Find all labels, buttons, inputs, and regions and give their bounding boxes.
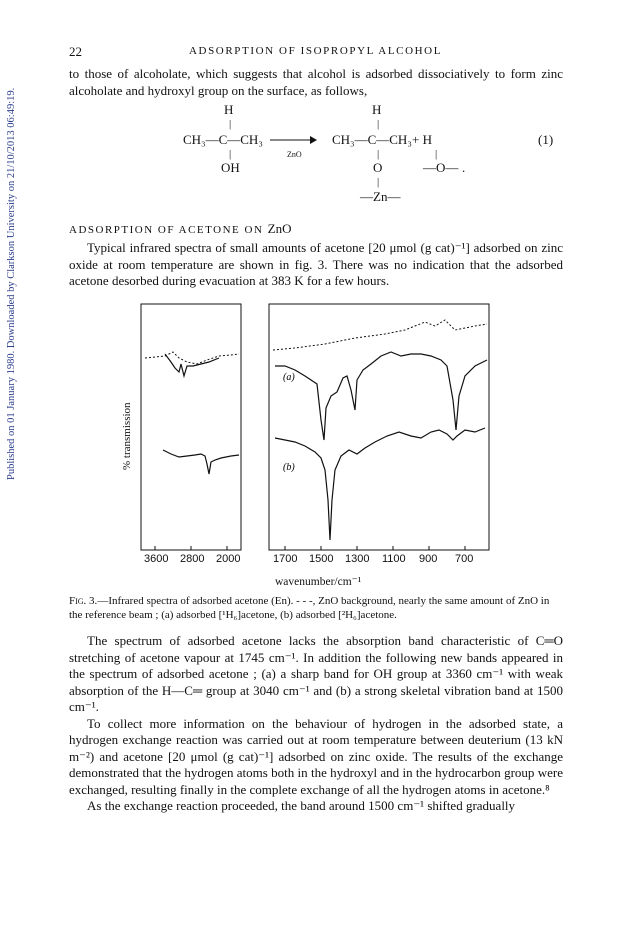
figure-caption [69,594,563,622]
eq-bond: | [377,148,380,160]
tick-label: 1700 [273,553,298,565]
tick-label: 1300 [345,553,370,565]
body-text [69,633,563,815]
eq-right-chain: CH₃—C—CH₃ [332,132,412,147]
right-curve-b [275,428,485,540]
right-background-curve [273,320,487,350]
y-axis-label: % transmission [121,402,133,470]
left-curve-b [163,450,239,474]
caption-text: —Infrared spectra of adsorbed acetone (En). - - -, ZnO background, nearly the same amount of ZnO in the reference beam ; (a) adsorbed [¹H₆]acetone, (b) adsorbed [²H₆]acetone. [69,595,550,621]
section-heading [69,221,292,237]
eq-right-top-h: H [372,102,382,117]
x-axis-label: wavenumber/cm⁻¹ [275,576,362,588]
eq-left-top-h: H [224,102,234,117]
paragraph-2: Typical infrared spectra of small amounts of acetone [20 μmol (g cat)⁻¹] adsorbed on zinc oxide at room temperature are shown in fig. 3. There was no indication that the adsorbed acetone desorbed during evacuation at 383 K for a few hours. [69,240,563,288]
eq-catalyst: ZnO [287,150,302,159]
section-heading-text: ADSORPTION OF ACETONE ON [69,224,264,236]
eq-right-o: O [373,160,383,175]
eq-left-chain: CH₃—C—CH₃ [183,132,263,147]
intro-paragraph: to those of alcoholate, which suggests that alcohol is adsorbed dissociatively to form zinc alcoholate and hydroxyl group on the surface, as follows, [69,66,563,98]
left-curve-a [165,354,219,376]
tick-label: 1500 [309,553,334,565]
equation-number: (1) [538,132,554,147]
left-background-curve [145,352,239,364]
paragraph-3c: As the exchange reaction proceeded, the band around 1500 cm⁻¹ shifted gradually [87,798,516,813]
eq-right-zn: —Zn— [360,189,401,204]
caption-label: Fig. 3. [69,595,98,607]
section-heading-formula: ZnO [267,221,292,236]
tick-label: 700 [455,553,474,565]
eq-left-bottom: OH [221,160,240,175]
running-title: ADSORPTION OF ISOPROPYL ALCOHOL [189,45,443,57]
paragraph-3a: The spectrum of adsorbed acetone lacks the absorption band characteristic of C═O stretching of acetone vapour at 1745 cm⁻¹. In addition the following new bands appeared in the spectrum of adsorbed acetone ; (a) a sharp band for OH group at 3360 cm⁻¹ with weak absorption of the H—C═ group at 3040 cm⁻¹ and (b) a strong skeletal vibration band at 1500 cm⁻¹. [69,633,563,714]
paragraph-3b: To collect more information on the behaviour of hydrogen in the adsorbed state, a hydrogen exchange reaction was carried out at room temperature between deuterium (13 kN m⁻²) and acetone [20 μmol (g cat)⁻¹] adsorbed on zinc oxide. The results of the exchange demonstrated that the hydrogen atoms both in the hydroxyl and in the hydrocarbon group were exchanged, resulting finally in the complete exchange of all the hydrogen atoms in acetone.⁸ [69,715,563,797]
eq-bond: | [229,148,232,160]
tick-label: 900 [419,553,438,565]
reaction-arrow [268,133,318,147]
eq-bond: | [229,118,232,130]
eq-plus-h: + H [412,132,432,147]
eq-period: . [462,160,466,175]
eq-right-o-surface: —O— [423,160,459,175]
eq-bond: | [377,118,380,130]
figure-3-spectra [135,300,495,562]
right-curve-a [275,352,487,440]
tick-label: 3600 [144,553,169,565]
page-number: 22 [69,44,82,59]
tick-label: 2800 [180,553,205,565]
left-panel-frame [141,304,241,550]
tick-label: 1100 [382,553,406,565]
curve-label-a: (a) [283,372,295,383]
equation-1 [0,0,625,220]
curve-label-b: (b) [283,462,295,473]
download-watermark: Published on 01 January 1980. Downloaded by Clarkson University on 21/10/2013 06:49:19. [6,87,17,480]
eq-bond: | [435,148,438,160]
eq-bond: | [377,176,380,188]
tick-label: 2000 [216,553,241,565]
